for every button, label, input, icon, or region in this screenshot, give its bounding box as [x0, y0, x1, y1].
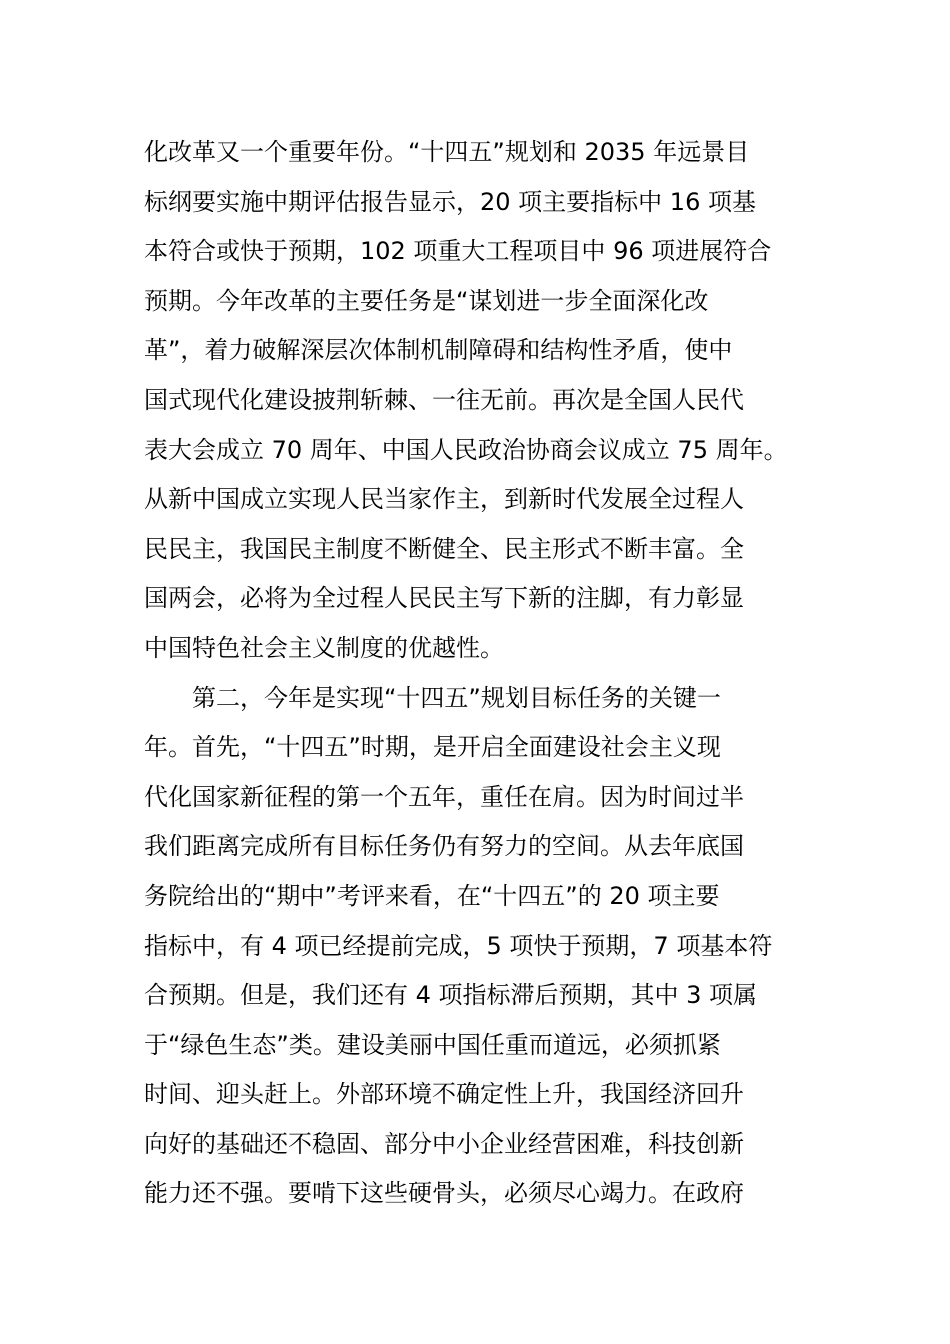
text-line: 中国特色社会主义制度的优越性。 — [144, 633, 504, 662]
text-line: 标纲要实施中期评估报告显示，20 项主要指标中 16 项基 — [144, 187, 756, 216]
text-line: 务院给出的“期中”考评来看，在“十四五”的 20 项主要 — [144, 881, 720, 910]
text-line: 向好的基础还不稳固、部分中小企业经营困难，科技创新 — [144, 1129, 744, 1158]
text-line: 能力还不强。要啃下这些硬骨头，必须尽心竭力。在政府 — [144, 1179, 744, 1208]
text-line: 于“绿色生态”类。建设美丽中国任重而道远，必须抓紧 — [144, 1030, 721, 1059]
text-line: 指标中，有 4 项已经提前完成，5 项快于预期，7 项基本符 — [144, 931, 773, 960]
text-line: 国式现代化建设披荆斩棘、一往无前。再次是全国人民代 — [144, 385, 744, 414]
text-line: 预期。今年改革的主要任务是“谋划进一步全面深化改 — [144, 286, 709, 315]
text-line: 年。首先，“十四五”时期，是开启全面建设社会主义现 — [144, 733, 721, 762]
text-line: 第二，今年是实现“十四五”规划目标任务的关键一 — [144, 683, 721, 712]
text-line: 合预期。但是，我们还有 4 项指标滞后预期，其中 3 项属 — [144, 981, 758, 1010]
text-line: 化改革又一个重要年份。“十四五”规划和 2035 年远景目 — [144, 138, 750, 166]
text-line: 代化国家新征程的第一个五年，重任在肩。因为时间过半 — [144, 782, 744, 811]
text-line: 表大会成立 70 周年、中国人民政治协商会议成立 75 周年。 — [144, 435, 788, 464]
text-line: 我们距离完成所有目标任务仍有努力的空间。从去年底国 — [144, 832, 744, 861]
body-text — [144, 128, 824, 1219]
text-line: 时间、迎头赶上。外部环境不确定性上升，我国经济回升 — [144, 1080, 744, 1109]
text-line: 本符合或快于预期，102 项重大工程项目中 96 项进展符合 — [144, 237, 772, 266]
text-line: 从新中国成立实现人民当家作主，到新时代发展全过程人 — [144, 485, 744, 514]
text-line: 革”，着力破解深层次体制机制障碍和结构性矛盾，使中 — [144, 336, 733, 365]
text-line: 民民主，我国民主制度不断健全、民主形式不断丰富。全 — [144, 534, 744, 563]
text-line: 国两会，必将为全过程人民民主写下新的注脚，有力彰显 — [144, 584, 744, 613]
